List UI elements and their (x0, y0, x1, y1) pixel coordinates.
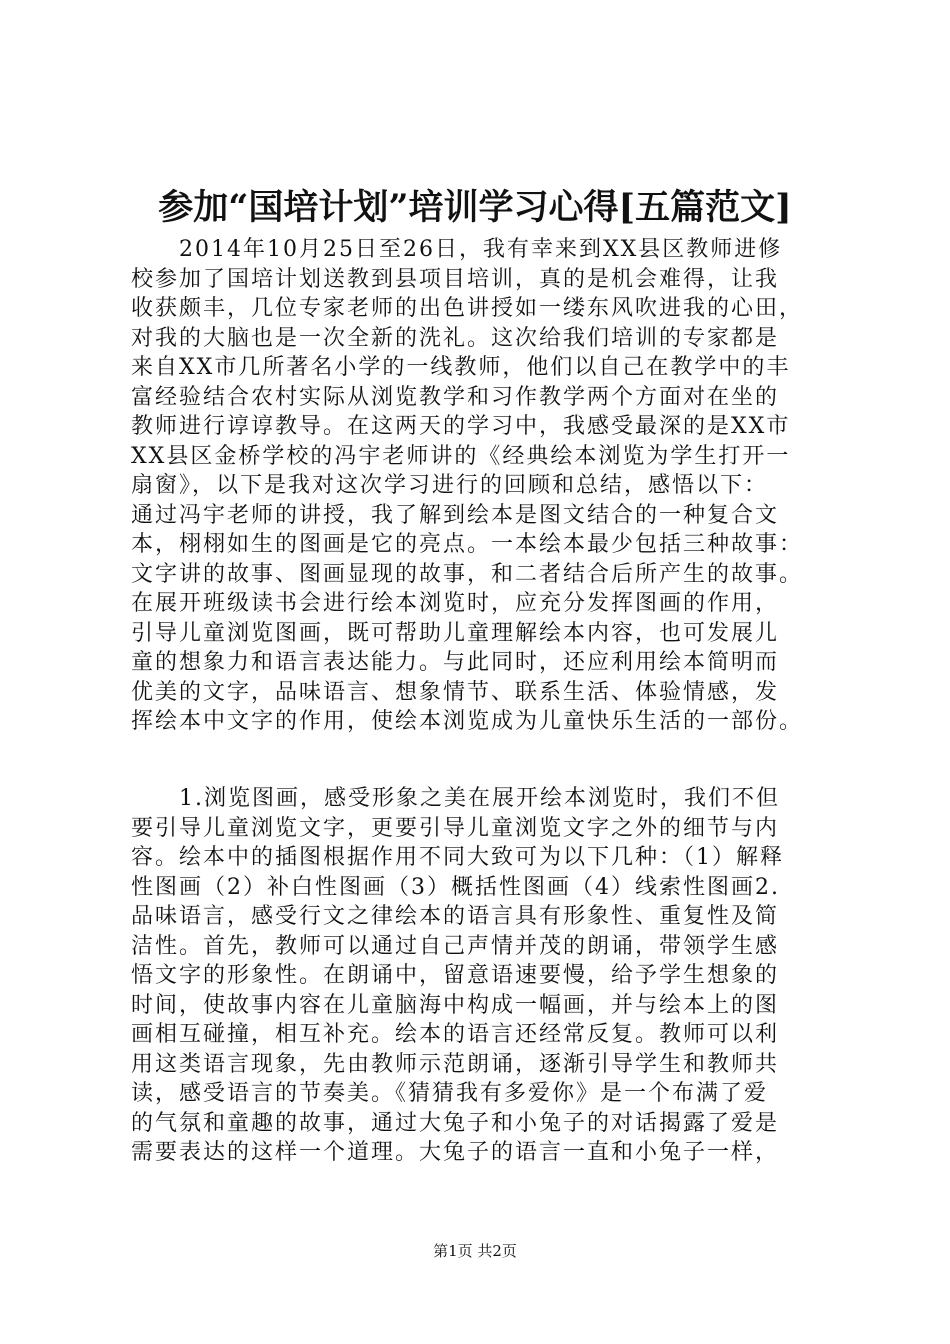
text-line: 要引导儿童浏览文字，更要引导儿童浏览文字之外的细节与内 (131, 815, 780, 841)
text-line: 本，栩栩如生的图画是它的亮点。一本绘本最少包括三种故事： (131, 532, 804, 557)
text-line: 引导儿童浏览图画，既可帮助儿童理解绘本内容，也可发展儿 (131, 620, 780, 646)
text-line: 通过冯宇老师的讲授，我了解到绘本是图文结合的一种复合文 (131, 502, 780, 528)
text-line: 悟文字的形象性。在朗诵中，留意语速要慢，给予学生想象的 (131, 963, 780, 988)
text-line: 容。绘本中的插图根据作用不同大致可为以下几种：（1）解释 (131, 845, 784, 870)
text-line: 需要表达的这样一个道理。大兔子的语言一直和小兔子一样， (131, 1140, 780, 1165)
text-line: 品味语言，感受行文之律绘本的语言具有形象性、重复性及简 (131, 904, 780, 929)
text-line: 洁性。首先，教师可以通过自己声情并茂的朗诵，带领学生感 (131, 933, 780, 959)
document-title: 参加“国培计划”培训学习心得[五篇范文] (158, 187, 792, 228)
text-line: 挥绘本中文字的作用，使绘本浏览成为儿童快乐生活的一部份。 (131, 709, 804, 734)
page-footer: 第1页 共2页 (433, 1242, 517, 1260)
text-line: 校参加了国培计划送教到县项目培训，真的是机会难得，让我 (131, 266, 780, 292)
text-line: 富经验结合农村实际从浏览教学和习作教学两个方面对在坐的 (131, 384, 780, 410)
text-line: 优美的文字，品味语言、想象情节、联系生活、体验情感，发 (131, 679, 780, 705)
text-line: 的气氛和童趣的故事，通过大兔子和小兔子的对话揭露了爱是 (131, 1110, 780, 1136)
text-line: 性图画（2）补白性图画（3）概括性图画（4）线索性图画2. (131, 874, 780, 900)
text-line: 童的想象力和语言表达能力。与此同时，还应利用绘本简明而 (131, 650, 780, 675)
text-line: 对我的大脑也是一次全新的洗礼。这次给我们培训的专家都是 (131, 325, 780, 351)
text-line: 来自XX市几所著名小学的一线教师，他们以自己在教学中的丰 (131, 355, 791, 380)
paragraph-2 (131, 784, 831, 1168)
text-line: 1.浏览图画，感受形象之美在展开绘本浏览时，我们不但 (131, 786, 780, 811)
text-line: 读，感受语言的节奏美。《猜猜我有多爱你》是一个布满了爱 (131, 1081, 769, 1106)
text-line: 时间，使故事内容在儿童脑海中构成一幅画，并与绘本上的图 (131, 992, 780, 1018)
text-line: 教师进行谆谆教导。在这两天的学习中，我感受最深的是XX市 (131, 414, 791, 439)
text-line: 文字讲的故事、图画显现的故事，和二者结合后所产生的故事。 (131, 561, 804, 587)
text-line: 画相互碰撞，相互补充。绘本的语言还经常反复。教师可以利 (131, 1022, 780, 1047)
text-line: XX县区金桥学校的冯宇老师讲的《经典绘本浏览为学生打开一 (131, 443, 791, 469)
text-line: 2014年10月25日至26日，我有幸来到XX县区教师进修 (131, 237, 783, 262)
paragraph-1 (131, 235, 831, 737)
text-line: 在展开班级读书会进行绘本浏览时，应充分发挥图画的作用， (131, 591, 780, 616)
text-line: 收获颇丰，几位专家老师的出色讲授如一缕东风吹进我的心田， (131, 296, 804, 321)
text-line: 扇窗》，以下是我对这次学习进行的回顾和总结，感悟以下： (131, 473, 769, 498)
text-line: 用这类语言现象，先由教师示范朗诵，逐渐引导学生和教师共 (131, 1051, 780, 1077)
